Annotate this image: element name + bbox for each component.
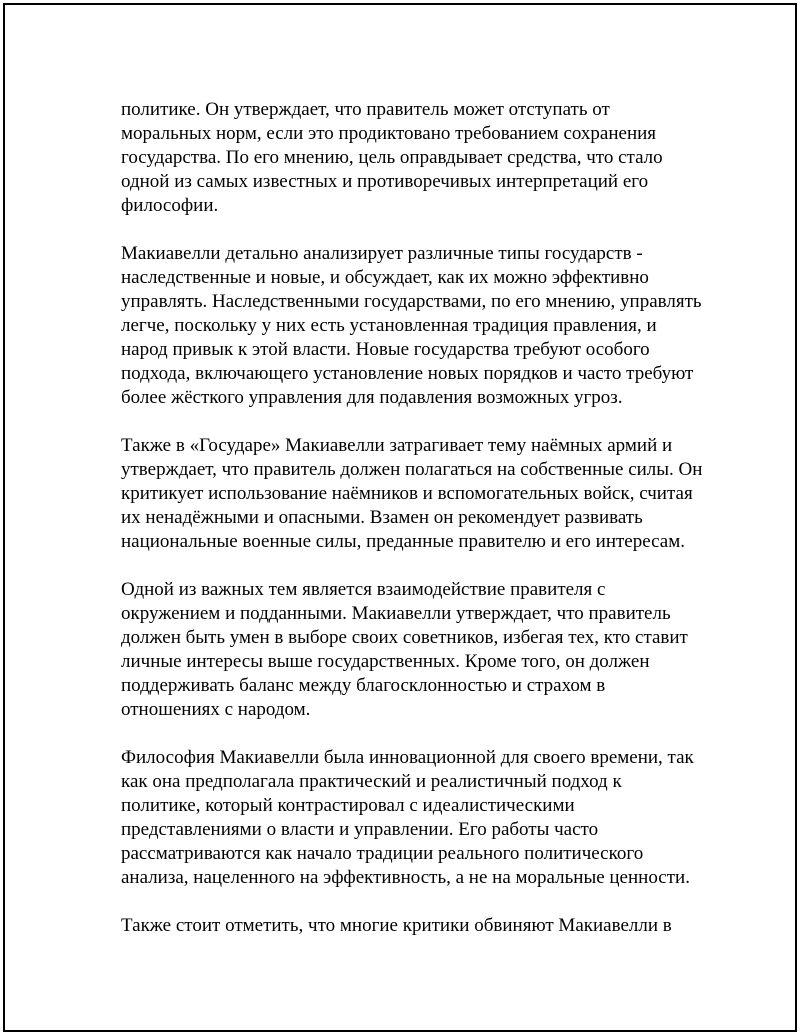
text-line: управлять. Наследственными государствами, по его мнению, управлять — [121, 291, 702, 312]
text-line: Также в «Государе» Макиавелли затрагивает тему наёмных армий и — [121, 435, 673, 456]
text-line: анализа, нацеленного на эффективность, а не на моральные ценности. — [121, 867, 690, 888]
text-line: национальные военные силы, преданные правителю и его интересам. — [121, 531, 686, 552]
text-line: политике, который контрастировал с идеалистическими — [121, 795, 575, 816]
text-line: более жёсткого управления для подавления возможных угроз. — [121, 387, 623, 408]
text-line: представлениями о власти и управлении. Его работы часто — [121, 819, 599, 840]
text-line: Философия Макиавелли была инновационной для своего времени, так — [121, 747, 694, 768]
text-line: политике. Он утверждает, что правитель может отступать от — [121, 99, 610, 120]
text-line: личные интересы выше государственных. Кроме того, он должен — [121, 651, 650, 672]
page-frame — [3, 3, 797, 1032]
paragraph — [121, 434, 701, 554]
text-line: наследственные и новые, и обсуждает, как их можно эффективно — [121, 267, 649, 288]
paragraph — [121, 746, 701, 890]
text-line: как она предполагала практический и реалистичный подход к — [121, 771, 622, 792]
paragraph — [121, 578, 701, 722]
text-line: рассматриваются как начало традиции реального политического — [121, 843, 644, 864]
text-line: поддерживать баланс между благосклонностью и страхом в — [121, 675, 606, 696]
text-line: критикует использование наёмников и вспомогательных войск, считая — [121, 483, 693, 504]
text-line: подхода, включающего установление новых порядков и часто требуют — [121, 363, 694, 384]
paragraph — [121, 914, 701, 938]
text-line: их ненадёжными и опасными. Взамен он рекомендует развивать — [121, 507, 643, 528]
text-line: философии. — [121, 195, 219, 216]
paragraph — [121, 242, 701, 410]
text-line: должен быть умен в выборе своих советников, избегая тех, кто ставит — [121, 627, 688, 648]
text-line: Одной из важных тем является взаимодействие правителя с — [121, 579, 606, 600]
text-line: легче, поскольку у них есть установленная традиция правления, и — [121, 315, 657, 336]
text-line: Макиавелли детально анализирует различные типы государств - — [121, 243, 643, 264]
text-line: отношениях с народом. — [121, 699, 311, 720]
text-line: Также стоит отметить, что многие критики обвиняют Макиавелли в — [121, 915, 672, 936]
text-line: народ привык к этой власти. Новые государства требуют особого — [121, 339, 650, 360]
paragraph — [121, 98, 701, 218]
document-body — [121, 98, 701, 962]
text-line: окружением и подданными. Макиавелли утверждает, что правитель — [121, 603, 671, 624]
text-line: утверждает, что правитель должен полагаться на собственные силы. Он — [121, 459, 703, 480]
text-line: моральных норм, если это продиктовано требованием сохранения — [121, 123, 657, 144]
text-line: одной из самых известных и противоречивых интерпретаций его — [121, 171, 649, 192]
text-line: государства. По его мнению, цель оправдывает средства, что стало — [121, 147, 663, 168]
